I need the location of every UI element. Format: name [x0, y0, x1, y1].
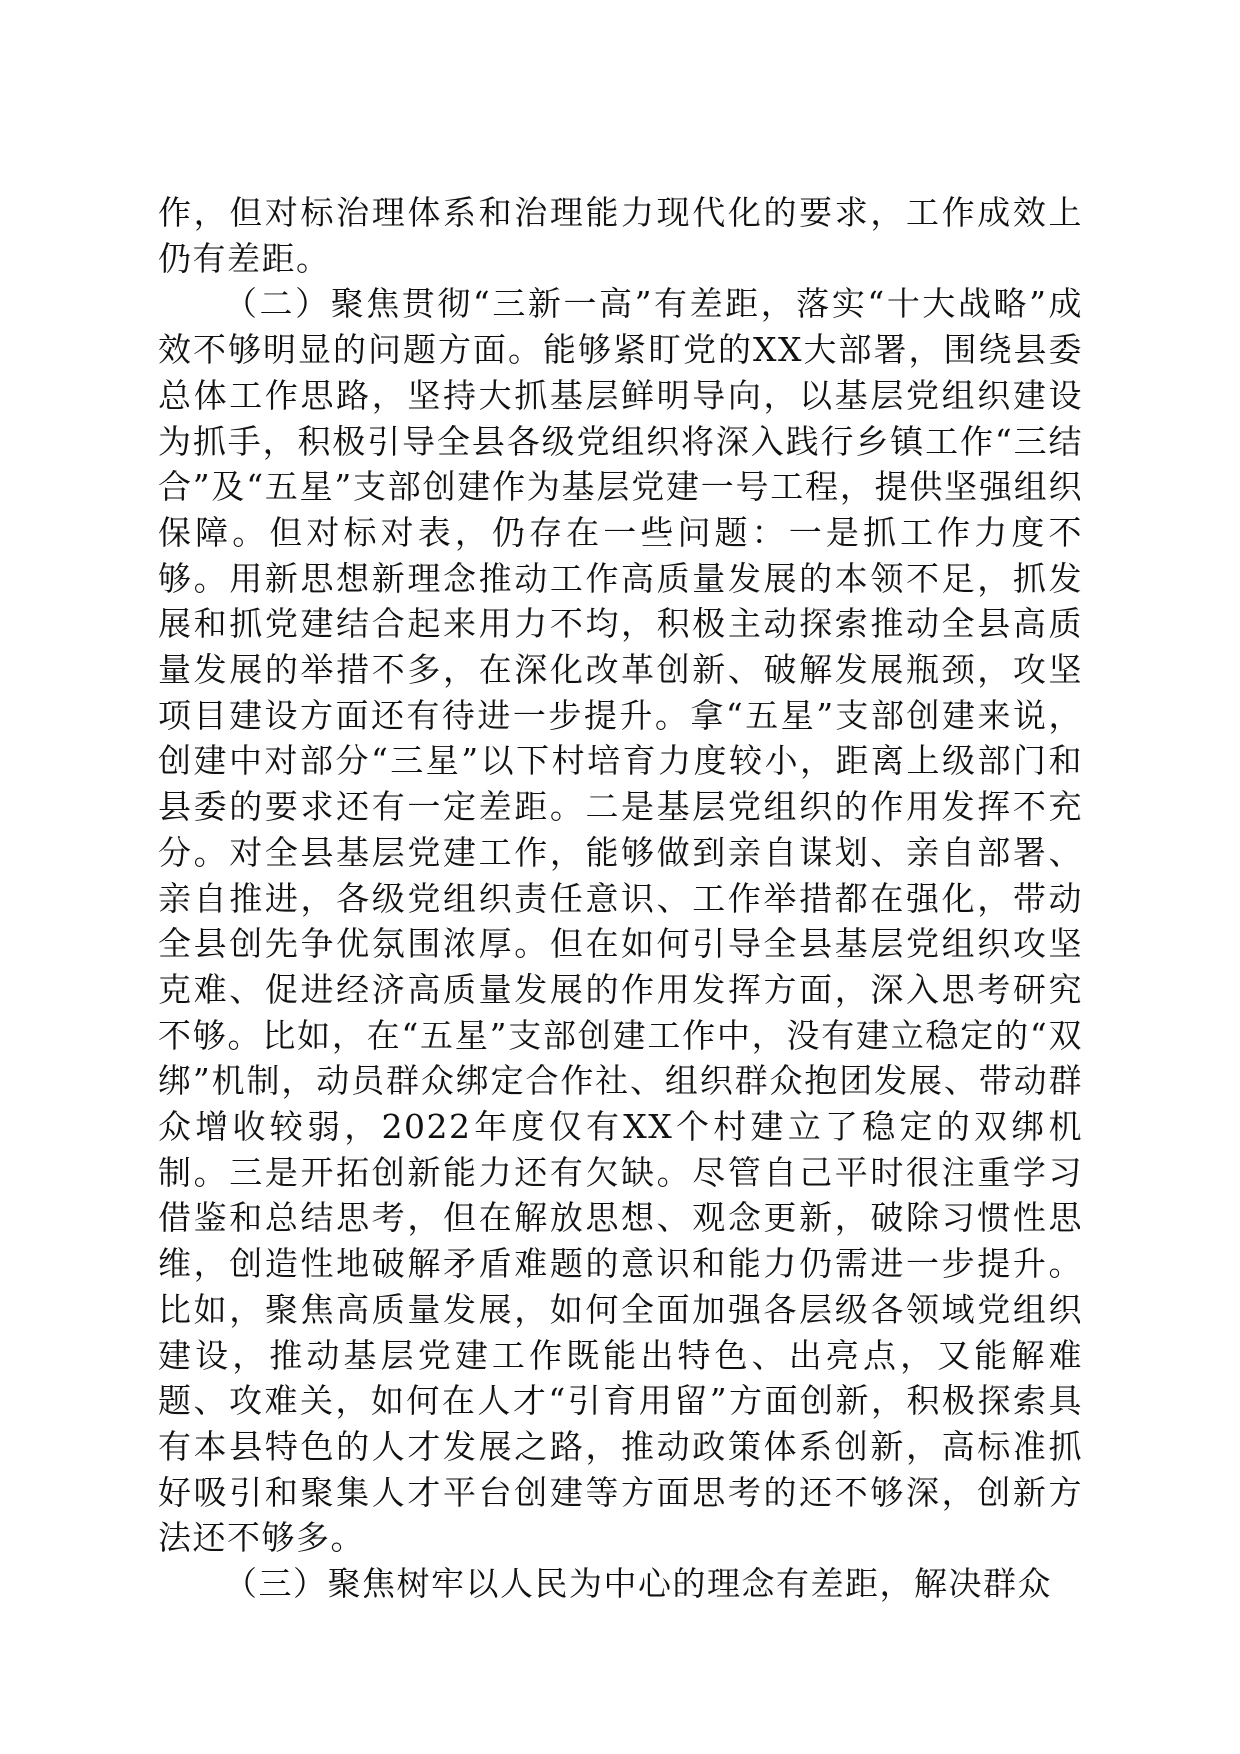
paragraph-section-2: （二）聚焦贯彻“三新一高”有差距，落实“十大战略”成效不够明显的问题方面。能够紧盯党的XX大部署，围绕县委总体工作思路，坚持大抓基层鲜明导向，以基层党组织建设为抓手，积极引导全县各级党组织将深入践行乡镇工作“三结合”及“五星”支部创建作为基层党建一号工程，提供坚强组织保障。但对标对表，仍存在一些问题：一是抓工作力度不够。用新思想新理念推动工作高质量发展的本领不足，抓发展和抓党建结合起来用力不均，积极主动探索推动全县高质量发展的举措不多，在深化改革创新、破解发展瓶颈，攻坚项目建设方面还有待进一步提升。拿“五星”支部创建来说，创建中对部分“三星”以下村培育力度较小，距离上级部门和县委的要求还有一定差距。二是基层党组织的作用发挥不充分。对全县基层党建工作，能够做到亲自谋划、亲自部署、亲自推进，各级党组织责任意识、工作举措都在强化，带动全县创先争优氛围浓厚。但在如何引导全县基层党组织攻坚克难、促进经济高质量发展的作用发挥方面，深入思考研究不够。比如，在“五星”支部创建工作中，没有建立稳定的“双绑”机制，动员群众绑定合作社、组织群众抱团发展、带动群众增收较弱，2022年度仅有XX个村建立了稳定的双绑机制。三是开拓创新能力还有欠缺。尽管自己平时很注重学习借鉴和总结思考，但在解放思想、观念更新，破除习惯性思维，创造性地破解矛盾难题的意识和能力仍需进一步提升。比如，聚焦高质量发展，如何全面加强各层级各领域党组织建设，推动基层党建工作既能出特色、出亮点，又能解难题、攻难关，如何在人才“引育用留”方面创新，积极探索具有本县特色的人才发展之路，推动政策体系创新，高标准抓好吸引和聚集人才平台创建等方面思考的还不够深，创新方法还不够多。 — [158, 284, 1083, 1558]
paragraph-continuation: 作，但对标治理体系和治理能力现代化的要求，工作成效上仍有差距。 — [158, 193, 1083, 278]
document-body — [158, 190, 1083, 1607]
paragraph-section-3: （三）聚焦树牢以人民为中心的理念有差距，解决群众 — [224, 1564, 1052, 1604]
